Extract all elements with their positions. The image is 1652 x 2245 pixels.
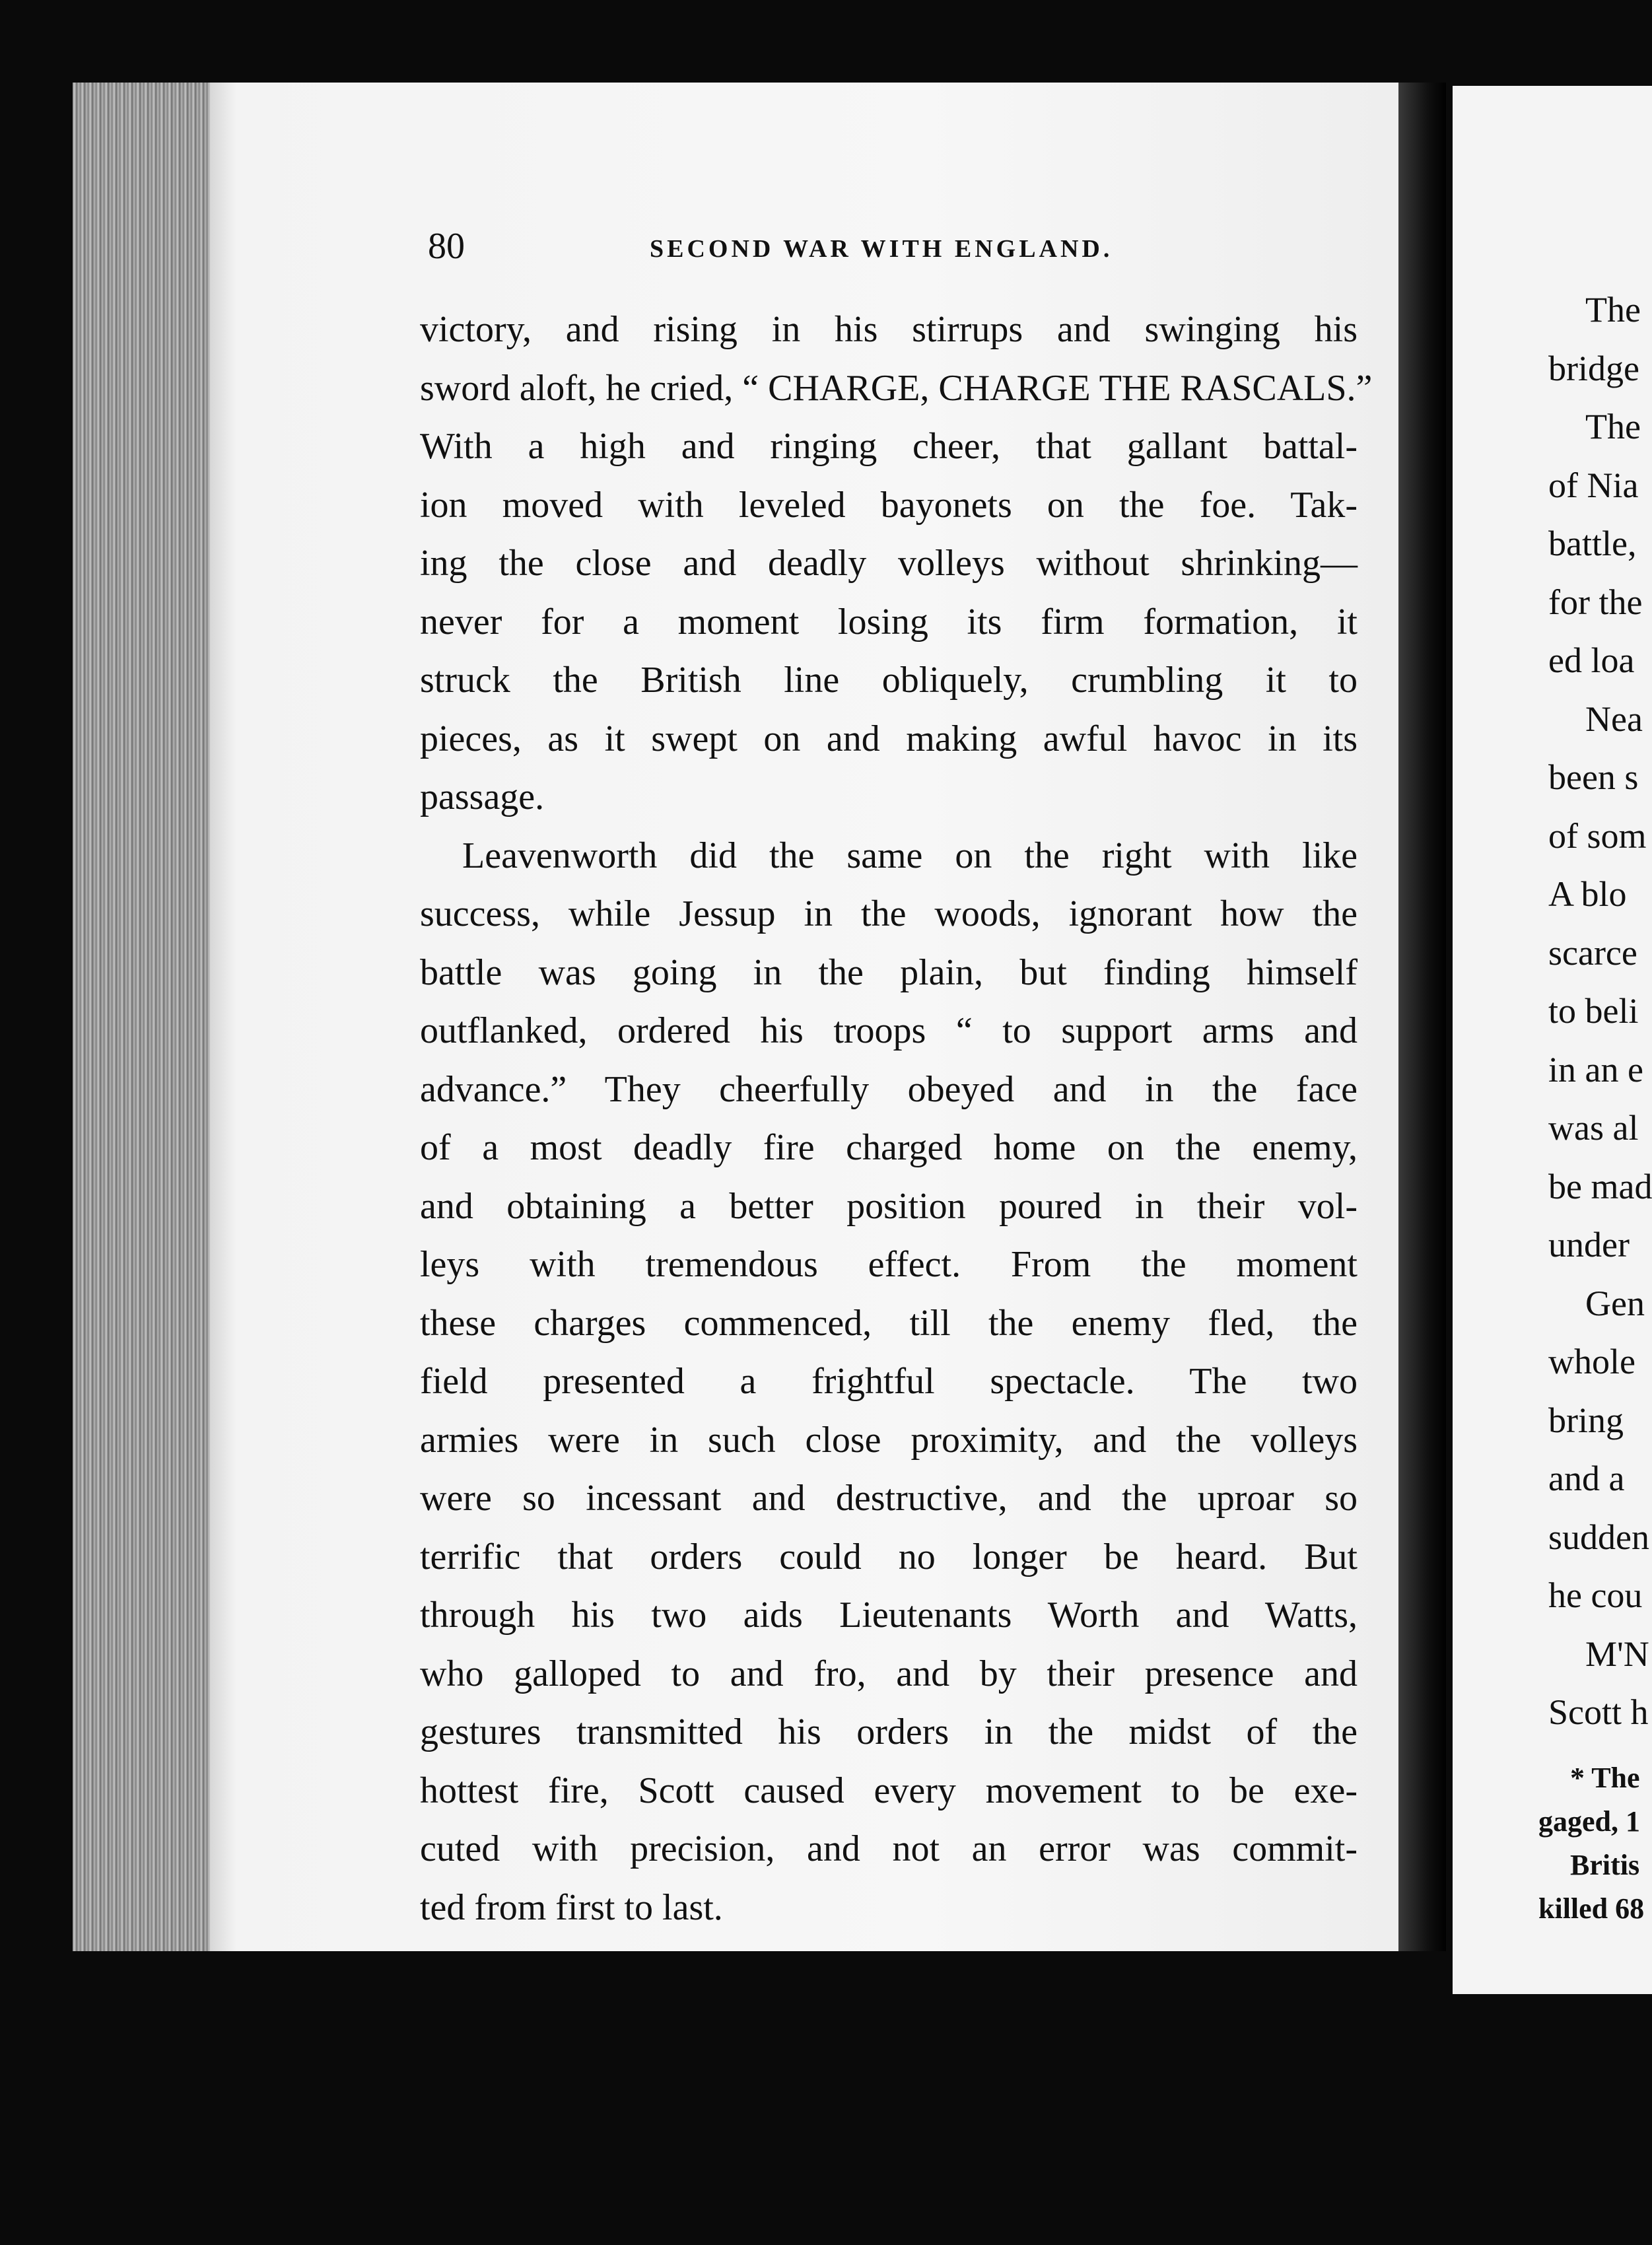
text-line: ion moved with leveled bayonets on the foe. Tak- [420, 484, 1358, 526]
right-text-line: been s [1548, 757, 1639, 797]
text-line: these charges commenced, till the enemy fled, the [420, 1302, 1358, 1344]
text-line: were so incessant and destructive, and the uproar so [420, 1478, 1358, 1519]
text-line: through his two aids Lieutenants Worth and Watts, [420, 1595, 1358, 1636]
text-line: armies were in such close proximity, and the volleys [420, 1419, 1358, 1461]
right-text-line: The [1585, 407, 1641, 446]
text-line: pieces, as it swept on and making awful havoc in its [420, 718, 1358, 759]
right-text-line: to beli [1548, 991, 1639, 1031]
right-page-text [1548, 281, 1652, 1742]
right-text-line: bridge [1548, 348, 1639, 388]
text-line: terrific that orders could no longer be heard. But [420, 1536, 1358, 1577]
right-text-line: battle, [1548, 524, 1637, 563]
right-text-line: sudden [1548, 1517, 1649, 1557]
page-number: 80 [428, 226, 465, 267]
right-text-line: and a [1548, 1459, 1625, 1498]
text-line: of a most deadly fire charged home on the enemy, [420, 1127, 1358, 1168]
right-text-line: M'N [1585, 1634, 1649, 1674]
body-text [420, 300, 1373, 1937]
footnote-line: killed 68 [1538, 1892, 1645, 1925]
text-line: gestures transmitted his orders in the midst of the [420, 1711, 1358, 1752]
text-line: struck the British line obliquely, crumbling it to [420, 660, 1358, 701]
footnote-line: * The [1570, 1762, 1640, 1794]
right-text-line: A blo [1548, 874, 1627, 914]
right-text-line: he cou [1548, 1575, 1643, 1615]
right-text-line: of som [1548, 815, 1647, 856]
right-text-line: bring [1548, 1400, 1624, 1440]
page-edge-stack [73, 83, 215, 1951]
running-title: SECOND WAR WITH ENGLAND. [650, 235, 1113, 263]
text-line: success, while Jessup in the woods, ignorant how the [420, 893, 1358, 934]
page-header [428, 223, 1352, 269]
text-line: who galloped to and fro, and by their presence and [420, 1653, 1358, 1694]
text-line: hottest fire, Scott caused every movement to be exe- [420, 1770, 1358, 1811]
text-line: ted from first to last. [420, 1886, 723, 1928]
right-page-footnote [1538, 1756, 1652, 1931]
text-line: never for a moment losing its firm formation, it [420, 601, 1358, 642]
footnote-line: Britis [1570, 1849, 1640, 1881]
footnote-line: gaged, 1 [1538, 1805, 1640, 1838]
text-line: cuted with precision, and not an error was commit- [420, 1828, 1358, 1869]
right-text-line: The [1585, 290, 1641, 329]
text-line: and obtaining a better position poured in their vol- [420, 1185, 1358, 1227]
right-text-line: in an e [1548, 1049, 1643, 1089]
right-text-line: scarce [1548, 932, 1637, 973]
right-text-line: under [1548, 1225, 1630, 1264]
book-gutter [1398, 83, 1446, 1951]
right-text-line: Scott h [1548, 1692, 1649, 1732]
text-line: outflanked, ordered his troops “ to support arms and [420, 1010, 1358, 1051]
right-text-line: be mad [1548, 1166, 1652, 1206]
right-text-line: was al [1548, 1108, 1639, 1148]
text-line: passage. [420, 777, 545, 817]
text-line: advance.” They cheerfully obeyed and in the face [420, 1068, 1358, 1110]
text-line: victory, and rising in his stirrups and swinging his [420, 309, 1358, 350]
text-line: ing the close and deadly volleys without shrinking— [420, 543, 1358, 584]
right-text-line: for the [1548, 582, 1643, 622]
text-line: battle was going in the plain, but finding himself [420, 951, 1358, 993]
text-line: field presented a frightful spectacle. The two [420, 1361, 1358, 1402]
text-line: With a high and ringing cheer, that gallant battal- [420, 426, 1358, 467]
text-line: sword aloft, he cried, “ CHARGE, CHARGE THE RASCALS.” [420, 367, 1373, 409]
text-line: Leavenworth did the same on the right with like [462, 835, 1358, 876]
right-text-line: whole [1548, 1342, 1635, 1381]
right-text-line: of Nia [1548, 465, 1639, 505]
right-text-line: Gen [1585, 1283, 1645, 1323]
right-text-line: ed loa [1548, 640, 1635, 680]
text-line: leys with tremendous effect. From the moment [420, 1244, 1358, 1285]
right-text-line: Nea [1585, 699, 1643, 739]
